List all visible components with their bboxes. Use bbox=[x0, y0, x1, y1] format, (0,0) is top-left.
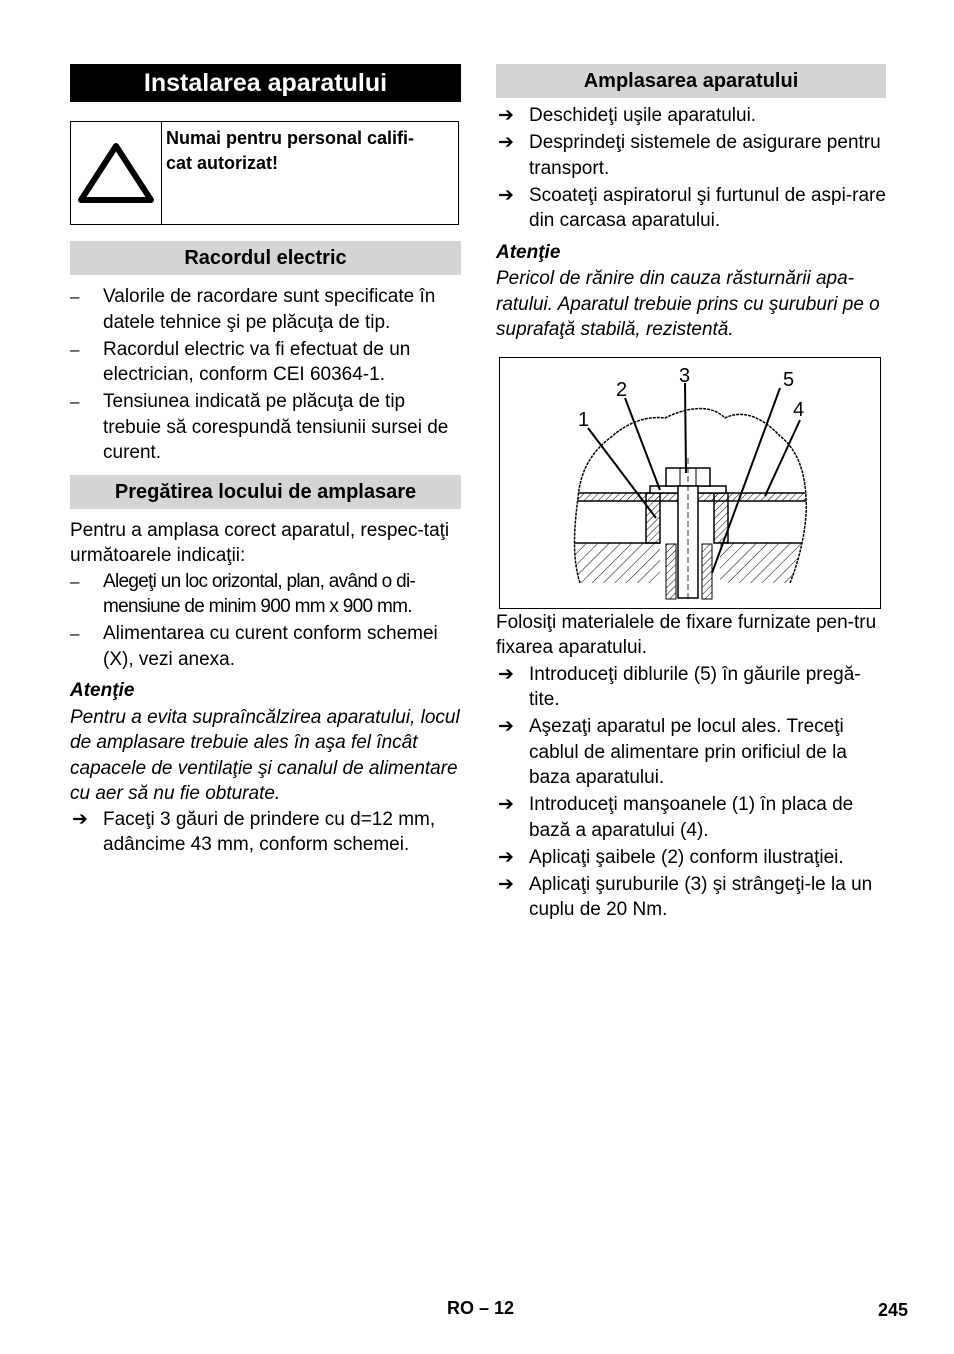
prep-list bbox=[70, 569, 461, 673]
prep-intro: Pentru a amplasa corect aparatul, respec-taţi următoarele indicaţii: bbox=[70, 519, 450, 566]
list-item: ➔ Introduceţi diblurile (5) în găurile pregă-tite. bbox=[496, 662, 886, 713]
place-steps bbox=[496, 103, 886, 234]
list-item: – Tensiunea indicată pe plăcuţa de tip trebuie să corespundă tensiunii sursei de curent. bbox=[70, 389, 461, 466]
right-column bbox=[496, 64, 886, 924]
list-item: ➔ Deschideţi uşile aparatului. bbox=[496, 103, 886, 129]
drill-steps bbox=[70, 807, 461, 858]
list-item: ➔ Aplicaţi şuruburile (3) şi strângeţi-le la un cuplu de 20 Nm. bbox=[496, 872, 886, 923]
warning-icon-cell bbox=[71, 122, 162, 224]
list-item: ➔ Scoateţi aspiratorul şi furtunul de aspi-rare din carcasa aparatului. bbox=[496, 183, 886, 234]
list-item: ➔ Faceţi 3 găuri de prindere cu d=12 mm, adâncime 43 mm, conform schemei. bbox=[70, 807, 461, 858]
fix-intro: Folosiţi materialele de fixare furnizate pen-tru fixarea aparatului. bbox=[496, 611, 877, 658]
warning-text bbox=[162, 122, 458, 224]
fix-steps bbox=[496, 662, 886, 923]
list-item: ➔ Introduceţi manşoanele (1) în placa de bază a aparatului (4). bbox=[496, 792, 886, 843]
footer-page-number: 245 bbox=[878, 1300, 909, 1320]
mounting-figure bbox=[499, 357, 881, 609]
electric-list bbox=[70, 284, 461, 466]
list-item: ➔ Aplicaţi şaibele (2) conform ilustraţiei. bbox=[496, 845, 886, 871]
warning-box bbox=[70, 121, 459, 225]
list-item: – Racordul electric va fi efectuat de un electrician, conform CEI 60364-1. bbox=[70, 337, 461, 388]
page-title: Instalarea aparatului bbox=[70, 64, 461, 102]
warning-line-1: Numai pentru personal califi- bbox=[166, 128, 415, 148]
section-prep-heading: Pregătirea locului de amplasare bbox=[70, 475, 461, 509]
figure-label-4: 4 bbox=[793, 398, 805, 421]
list-item: – Alegeţi un loc orizontal, plan, având o di-mensiune de minim 900 mm x 900 mm. bbox=[70, 569, 461, 620]
list-item: ➔ Desprindeţi sistemele de asigurare pentru transport. bbox=[496, 130, 886, 181]
warning-triangle-icon bbox=[76, 141, 156, 205]
attention-text: Pentru a evita supraîncălzirea aparatului, locul de amplasare trebuie ales în aşa fel încât capacele de ventilaţie şi canalul de alimentare cu aer să nu fie obturate. bbox=[70, 706, 460, 804]
figure-label-5: 5 bbox=[783, 368, 795, 391]
list-item: – Valorile de racordare sunt specificate în datele tehnice şi pe plăcuţa de tip. bbox=[70, 284, 461, 335]
figure-label-2: 2 bbox=[616, 378, 628, 401]
attention-label: Atenţie bbox=[70, 680, 135, 701]
figure-label-1: 1 bbox=[578, 408, 590, 431]
footer-lang-page: RO – 12 bbox=[447, 1298, 515, 1318]
mounting-diagram bbox=[500, 358, 880, 608]
attention-text: Pericol de rănire din cauza răsturnării apa-ratului. Aparatul trebuie prins cu şuruburi pe o suprafaţă stabilă, rezistentă. bbox=[496, 268, 880, 340]
list-item: – Alimentarea cu curent conform schemei (X), vezi anexa. bbox=[70, 621, 461, 672]
warning-line-2: cat autorizat! bbox=[166, 153, 279, 173]
attention-label: Atenţie bbox=[496, 241, 561, 263]
section-electric-heading: Racordul electric bbox=[70, 241, 461, 275]
section-place-heading: Amplasarea aparatului bbox=[496, 64, 886, 98]
figure-label-3: 3 bbox=[679, 364, 691, 387]
left-column bbox=[70, 64, 461, 859]
list-item: ➔ Aşezaţi aparatul pe locul ales. Treceţi cablul de alimentare prin orificiul de la baza aparatului. bbox=[496, 714, 886, 791]
